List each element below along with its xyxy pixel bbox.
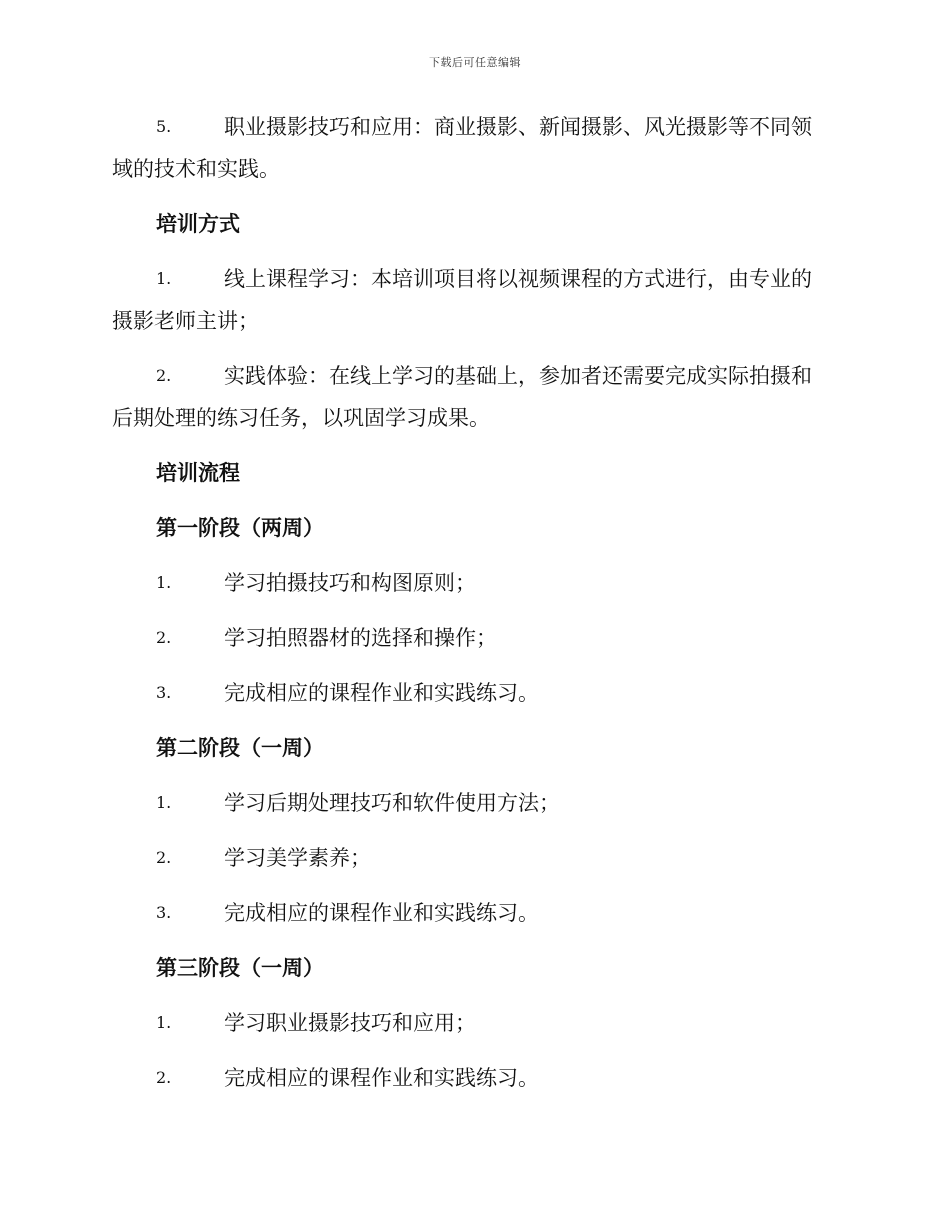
section-heading-training-process: 培训流程 bbox=[156, 460, 240, 485]
stage-heading-3: 第三阶段（一周） bbox=[156, 955, 324, 980]
list-number: 1. bbox=[156, 269, 172, 288]
list-number: 2. bbox=[156, 366, 172, 385]
list-item-career-photography bbox=[112, 106, 834, 190]
list-item-text: 学习拍摄技巧和构图原则； bbox=[224, 571, 476, 595]
list-number: 3. bbox=[156, 903, 172, 922]
list-item-text: 学习拍照器材的选择和操作； bbox=[224, 626, 497, 650]
section-heading-training-method: 培训方式 bbox=[156, 211, 240, 236]
list-item bbox=[112, 617, 834, 659]
list-item-text: 完成相应的课程作业和实践练习。 bbox=[224, 681, 539, 705]
list-number: 2. bbox=[156, 628, 172, 647]
list-item-text: 职业摄影技巧和应用：商业摄影、新闻摄影、风光摄影等不同领 bbox=[224, 115, 812, 139]
stage-heading-2: 第二阶段（一周） bbox=[156, 735, 324, 760]
list-item bbox=[112, 672, 834, 714]
list-item bbox=[112, 562, 834, 604]
list-number: 2. bbox=[156, 1068, 172, 1087]
list-item-practice bbox=[112, 355, 834, 439]
list-item-text: 学习后期处理技巧和软件使用方法； bbox=[224, 791, 560, 815]
list-item-text: 完成相应的课程作业和实践练习。 bbox=[224, 1066, 539, 1090]
list-number: 3. bbox=[156, 683, 172, 702]
list-item bbox=[112, 1057, 834, 1099]
list-item-online-course bbox=[112, 258, 834, 342]
list-item-text: 学习职业摄影技巧和应用； bbox=[224, 1011, 476, 1035]
list-item-text: 学习美学素养； bbox=[224, 846, 371, 870]
list-number: 1. bbox=[156, 1013, 172, 1032]
stage-heading-1: 第一阶段（两周） bbox=[156, 515, 324, 540]
document-body bbox=[112, 106, 834, 1112]
list-item-text-continued: 摄影老师主讲； bbox=[112, 309, 259, 333]
list-item-text-continued: 域的技术和实践。 bbox=[112, 157, 280, 181]
list-number: 5. bbox=[156, 117, 172, 136]
list-item-text: 线上课程学习：本培训项目将以视频课程的方式进行，由专业的 bbox=[224, 267, 812, 291]
list-number: 1. bbox=[156, 793, 172, 812]
list-number: 1. bbox=[156, 573, 172, 592]
list-item-text: 完成相应的课程作业和实践练习。 bbox=[224, 901, 539, 925]
list-item bbox=[112, 782, 834, 824]
list-item-text-continued: 后期处理的练习任务，以巩固学习成果。 bbox=[112, 406, 490, 430]
list-item bbox=[112, 1002, 834, 1044]
list-item bbox=[112, 892, 834, 934]
list-item bbox=[112, 837, 834, 879]
list-number: 2. bbox=[156, 848, 172, 867]
list-item-text: 实践体验：在线上学习的基础上，参加者还需要完成实际拍摄和 bbox=[224, 364, 812, 388]
page-header: 下载后可任意编辑 bbox=[429, 56, 521, 69]
